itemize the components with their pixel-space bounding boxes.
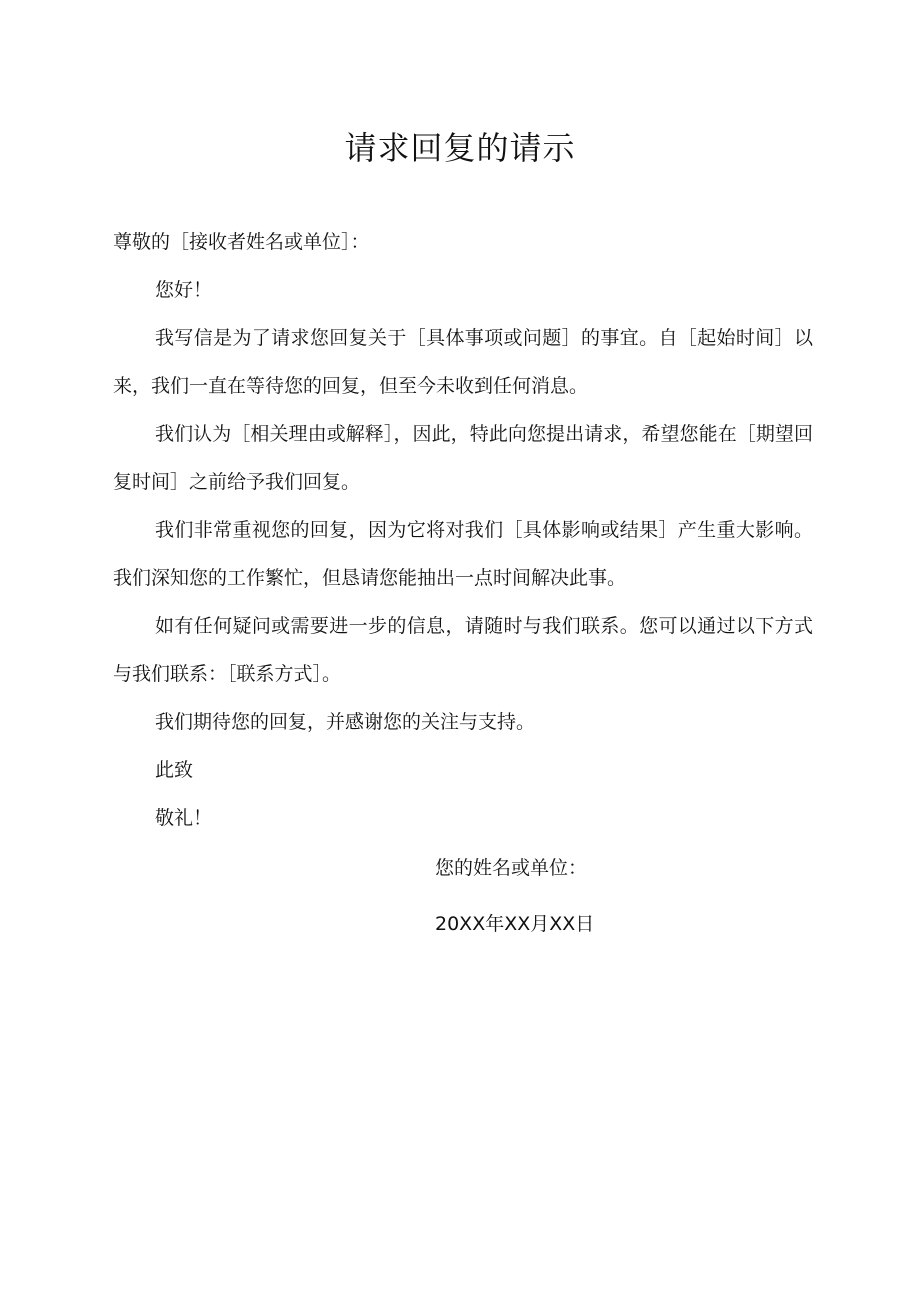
- salutation: 尊敬的［接收者姓名或单位］：: [113, 231, 370, 253]
- closing-line-2: 敬礼！: [155, 807, 213, 829]
- signature-line: 您的姓名或单位：: [435, 857, 588, 879]
- paragraph-1: 我写信是为了请求您回复关于［具体事项或问题］的事宜。自［起始时间］以来，我们一直在等待您的回复，但至今未收到任何消息。: [113, 327, 813, 397]
- paragraph-5: 我们期待您的回复，并感谢您的关注与支持。: [155, 711, 536, 733]
- date-line: 20XX年XX月XX日: [435, 913, 595, 935]
- paragraph-3: 我们非常重视您的回复，因为它将对我们［具体影响或结果］产生重大影响。我们深知您的工作繁忙，但恳请您能抽出一点时间解决此事。: [113, 519, 813, 589]
- paragraph-2: 我们认为［相关理由或解释］，因此，特此向您提出请求，希望您能在［期望回复时间］之前给予我们回复。: [113, 423, 813, 493]
- closing-line-1: 此致: [155, 759, 194, 781]
- greeting: 您好！: [155, 279, 213, 301]
- document-title: 请求回复的请示: [344, 129, 576, 167]
- paragraph-4: 如有任何疑问或需要进一步的信息，请随时与我们联系。您可以通过以下方式与我们联系：［联系方式］。: [113, 615, 813, 685]
